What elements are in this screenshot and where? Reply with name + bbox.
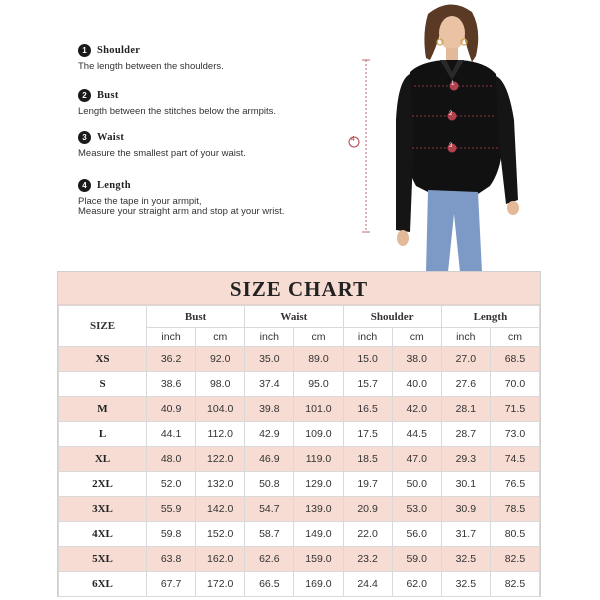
- size-label: 6XL: [59, 572, 147, 597]
- face: [439, 16, 465, 50]
- table-cell: 15.0: [343, 347, 392, 372]
- waist-header: Waist: [245, 306, 343, 328]
- table-cell: 39.8: [245, 397, 294, 422]
- table-cell: 76.5: [490, 472, 539, 497]
- table-cell: 52.0: [147, 472, 196, 497]
- guide-desc-line: Place the tape in your armpit,: [78, 196, 202, 207]
- guide-title: Shoulder: [97, 45, 141, 56]
- table-row: [59, 447, 540, 472]
- table-row: [59, 497, 540, 522]
- table-row: [59, 572, 540, 597]
- jeans: [426, 190, 482, 272]
- table-cell: 73.0: [490, 422, 539, 447]
- hand-right: [507, 201, 519, 215]
- guide-waist: [78, 131, 246, 159]
- table-cell: 46.9: [245, 447, 294, 472]
- unit-header: inch: [343, 328, 392, 347]
- guide-desc-line: Measure your straight arm and stop at your wrist.: [78, 206, 285, 217]
- size-label: 3XL: [59, 497, 147, 522]
- table-cell: 32.5: [441, 547, 490, 572]
- table-cell: 40.9: [147, 397, 196, 422]
- table-cell: 48.0: [147, 447, 196, 472]
- length-header: Length: [441, 306, 539, 328]
- table-cell: 89.0: [294, 347, 343, 372]
- model-illustration: [340, 0, 600, 272]
- unit-header: inch: [245, 328, 294, 347]
- bust-header: Bust: [147, 306, 245, 328]
- size-label: L: [59, 422, 147, 447]
- table-cell: 104.0: [196, 397, 245, 422]
- table-cell: 152.0: [196, 522, 245, 547]
- size-label: XS: [59, 347, 147, 372]
- table-cell: 32.5: [441, 572, 490, 597]
- table-cell: 37.4: [245, 372, 294, 397]
- table-row: [59, 347, 540, 372]
- unit-header: inch: [441, 328, 490, 347]
- table-cell: 92.0: [196, 347, 245, 372]
- table-cell: 62.0: [392, 572, 441, 597]
- table-cell: 101.0: [294, 397, 343, 422]
- size-label: 2XL: [59, 472, 147, 497]
- table-cell: 50.8: [245, 472, 294, 497]
- size-label: 4XL: [59, 522, 147, 547]
- table-cell: 27.0: [441, 347, 490, 372]
- model-figure: [340, 0, 600, 272]
- table-row: [59, 422, 540, 447]
- size-label: S: [59, 372, 147, 397]
- table-cell: 35.0: [245, 347, 294, 372]
- size-chart: [57, 271, 541, 597]
- table-cell: 109.0: [294, 422, 343, 447]
- table-cell: 59.0: [392, 547, 441, 572]
- step-3-badge: 3: [78, 131, 91, 144]
- table-cell: 19.7: [343, 472, 392, 497]
- table-cell: 71.5: [490, 397, 539, 422]
- table-cell: 112.0: [196, 422, 245, 447]
- table-cell: 80.5: [490, 522, 539, 547]
- table-cell: 20.9: [343, 497, 392, 522]
- table-cell: 159.0: [294, 547, 343, 572]
- marker-1: 1: [451, 81, 455, 87]
- table-cell: 74.5: [490, 447, 539, 472]
- table-cell: 29.3: [441, 447, 490, 472]
- table-cell: 17.5: [343, 422, 392, 447]
- table-cell: 149.0: [294, 522, 343, 547]
- unit-header: cm: [294, 328, 343, 347]
- table-cell: 55.9: [147, 497, 196, 522]
- table-row: [59, 372, 540, 397]
- table-cell: 54.7: [245, 497, 294, 522]
- size-chart-title: SIZE CHART: [58, 272, 540, 305]
- table-cell: 18.5: [343, 447, 392, 472]
- table-cell: 129.0: [294, 472, 343, 497]
- table-cell: 142.0: [196, 497, 245, 522]
- shoulder-header: Shoulder: [343, 306, 441, 328]
- guide-length: [78, 179, 284, 217]
- hand-left: [397, 230, 409, 246]
- guide-title: Waist: [97, 132, 125, 143]
- table-cell: 31.7: [441, 522, 490, 547]
- table-cell: 28.1: [441, 397, 490, 422]
- guide-desc: The length between the shoulders.: [78, 61, 224, 72]
- table-cell: 38.6: [147, 372, 196, 397]
- size-label: M: [59, 397, 147, 422]
- table-cell: 70.0: [490, 372, 539, 397]
- table-cell: 63.8: [147, 547, 196, 572]
- table-cell: 67.7: [147, 572, 196, 597]
- table-row: [59, 547, 540, 572]
- guide-title: Length: [97, 180, 131, 191]
- table-cell: 122.0: [196, 447, 245, 472]
- table-cell: 44.5: [392, 422, 441, 447]
- table-cell: 56.0: [392, 522, 441, 547]
- sleeve-left: [396, 74, 414, 232]
- table-cell: 53.0: [392, 497, 441, 522]
- table-cell: 82.5: [490, 547, 539, 572]
- step-1-badge: 1: [78, 44, 91, 57]
- unit-header: cm: [196, 328, 245, 347]
- marker-2: 2: [449, 111, 453, 117]
- table-cell: 36.2: [147, 347, 196, 372]
- table-cell: 42.0: [392, 397, 441, 422]
- table-cell: 78.5: [490, 497, 539, 522]
- table-cell: 47.0: [392, 447, 441, 472]
- table-cell: 68.5: [490, 347, 539, 372]
- table-cell: 82.5: [490, 572, 539, 597]
- unit-header: cm: [392, 328, 441, 347]
- table-cell: 66.5: [245, 572, 294, 597]
- table-cell: 139.0: [294, 497, 343, 522]
- step-4-badge: 4: [78, 179, 91, 192]
- table-cell: 59.8: [147, 522, 196, 547]
- guide-desc: [78, 197, 284, 217]
- table-cell: 132.0: [196, 472, 245, 497]
- table-cell: 28.7: [441, 422, 490, 447]
- marker-3: 3: [449, 143, 453, 149]
- table-cell: 22.0: [343, 522, 392, 547]
- guide-title: Bust: [97, 90, 119, 101]
- table-row: [59, 472, 540, 497]
- unit-header: inch: [147, 328, 196, 347]
- sleeve-right: [496, 76, 518, 204]
- size-column-header: SIZE: [59, 306, 147, 347]
- table-cell: 23.2: [343, 547, 392, 572]
- table-row: [59, 397, 540, 422]
- table-cell: 169.0: [294, 572, 343, 597]
- table-cell: 95.0: [294, 372, 343, 397]
- marker-4: 4: [351, 136, 355, 143]
- table-cell: 44.1: [147, 422, 196, 447]
- table-cell: 27.6: [441, 372, 490, 397]
- table-cell: 119.0: [294, 447, 343, 472]
- table-cell: 15.7: [343, 372, 392, 397]
- step-2-badge: 2: [78, 89, 91, 102]
- table-cell: 42.9: [245, 422, 294, 447]
- table-cell: 162.0: [196, 547, 245, 572]
- table-cell: 16.5: [343, 397, 392, 422]
- table-cell: 62.6: [245, 547, 294, 572]
- size-table: [58, 305, 540, 597]
- guide-desc: Length between the stitches below the armpits.: [78, 106, 277, 117]
- size-label: 5XL: [59, 547, 147, 572]
- table-cell: 40.0: [392, 372, 441, 397]
- guide-bust: [78, 89, 276, 117]
- guide-shoulder: [78, 44, 224, 72]
- table-cell: 30.1: [441, 472, 490, 497]
- guide-desc: Measure the smallest part of your waist.: [78, 148, 246, 159]
- table-cell: 58.7: [245, 522, 294, 547]
- table-cell: 98.0: [196, 372, 245, 397]
- neck: [446, 48, 458, 62]
- table-row: [59, 522, 540, 547]
- table-cell: 38.0: [392, 347, 441, 372]
- table-cell: 172.0: [196, 572, 245, 597]
- table-cell: 30.9: [441, 497, 490, 522]
- unit-header: cm: [490, 328, 539, 347]
- size-label: XL: [59, 447, 147, 472]
- table-cell: 50.0: [392, 472, 441, 497]
- table-cell: 24.4: [343, 572, 392, 597]
